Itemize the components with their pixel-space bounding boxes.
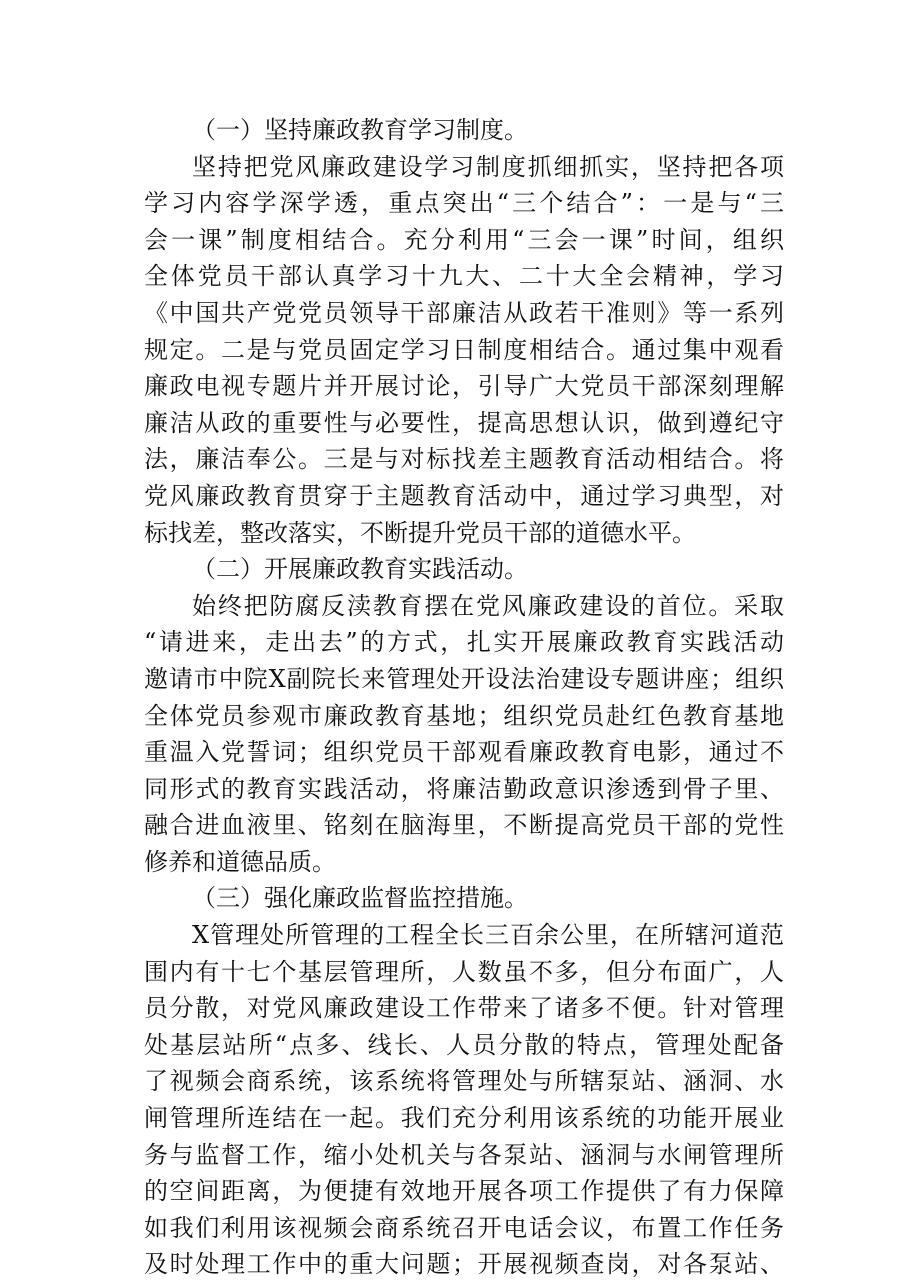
paragraph-line: 的空间距离，为便捷有效地开展各项工作提供了有力保障 [144,1177,784,1206]
section-heading-1: （一）坚持廉政教育学习制度。 [192,116,528,144]
paragraph-line: 法，廉洁奉公。三是与对标找差主题教育活动相结合。将 [144,445,784,474]
paragraph-line: 同形式的教育实践活动，将廉洁勤政意识渗透到骨子里、 [144,774,784,803]
paragraph-line: 全体党员参观市廉政教育基地；组织党员赴红色教育基地 [144,701,784,730]
paragraph-line: 规定。二是与党员固定学习日制度相结合。通过集中观看 [144,335,784,364]
paragraph-line: 及时处理工作中的重大问题；开展视频查岗，对各泵站、 [144,1250,784,1279]
paragraph-line: 员分散，对党风廉政建设工作带来了诸多不便。针对管理 [144,994,784,1023]
paragraph-line: 重温入党誓词；组织党员干部观看廉政教育电影，通过不 [144,738,784,767]
paragraph-line: 闸管理所连结在一起。我们充分利用该系统的功能开展业 [144,1104,784,1133]
paragraph-line: 了视频会商系统，该系统将管理处与所辖泵站、涵洞、水 [144,1067,784,1096]
paragraph-line: 标找差，整改落实，不断提升党员干部的道德水平。 [144,518,696,547]
paragraph-line: 修养和道德品质。 [144,847,336,876]
document-body [144,112,784,1283]
paragraph-line: 廉政电视专题片并开展讨论，引导广大党员干部深刻理解 [144,372,784,401]
paragraph-line: 邀请市中院X副院长来管理处开设法治建设专题讲座；组织 [144,664,784,693]
section-heading-3: （三）强化廉政监督监控措施。 [192,884,528,913]
paragraph-line: 坚持把党风廉政建设学习制度抓细抓实，坚持把各项 [192,152,784,181]
paragraph-line: 《中国共产党党员领导干部廉洁从政若干准则》等一系列 [144,298,784,327]
paragraph-line: 处基层站所“点多、线长、人员分散的特点，管理处配备 [144,1030,784,1059]
paragraph-line: 如我们利用该视频会商系统召开电话会议，布置工作任务 [144,1213,784,1242]
paragraph-line: 融合进血液里、铭刻在脑海里，不断提高党员干部的党性 [144,811,784,840]
paragraph-line: 党风廉政教育贯穿于主题教育活动中，通过学习典型，对 [144,481,784,510]
paragraph-line: 全体党员干部认真学习十九大、二十大全会精神，学习 [144,262,784,291]
paragraph-line: 学习内容学深学透，重点突出“三个结合”：一是与“三 [144,189,784,218]
paragraph-line: 会一课”制度相结合。充分利用“三会一课”时间，组织 [144,225,784,254]
section-heading-2: （二）开展廉政教育实践活动。 [192,555,528,584]
paragraph-line: 务与监督工作，缩小处机关与各泵站、涵洞与水闸管理所 [144,1140,784,1169]
paragraph-line: 围内有十七个基层管理所，人数虽不多，但分布面广，人 [144,957,784,986]
paragraph-line: 始终把防腐反渎教育摆在党风廉政建设的首位。采取 [192,591,784,620]
paragraph-line: X管理处所管理的工程全长三百余公里，在所辖河道范 [192,921,784,950]
paragraph-line: 廉洁从政的重要性与必要性，提高思想认识，做到遵纪守 [144,408,784,437]
paragraph-line: “请进来，走出去”的方式，扎实开展廉政教育实践活动 [144,628,784,657]
